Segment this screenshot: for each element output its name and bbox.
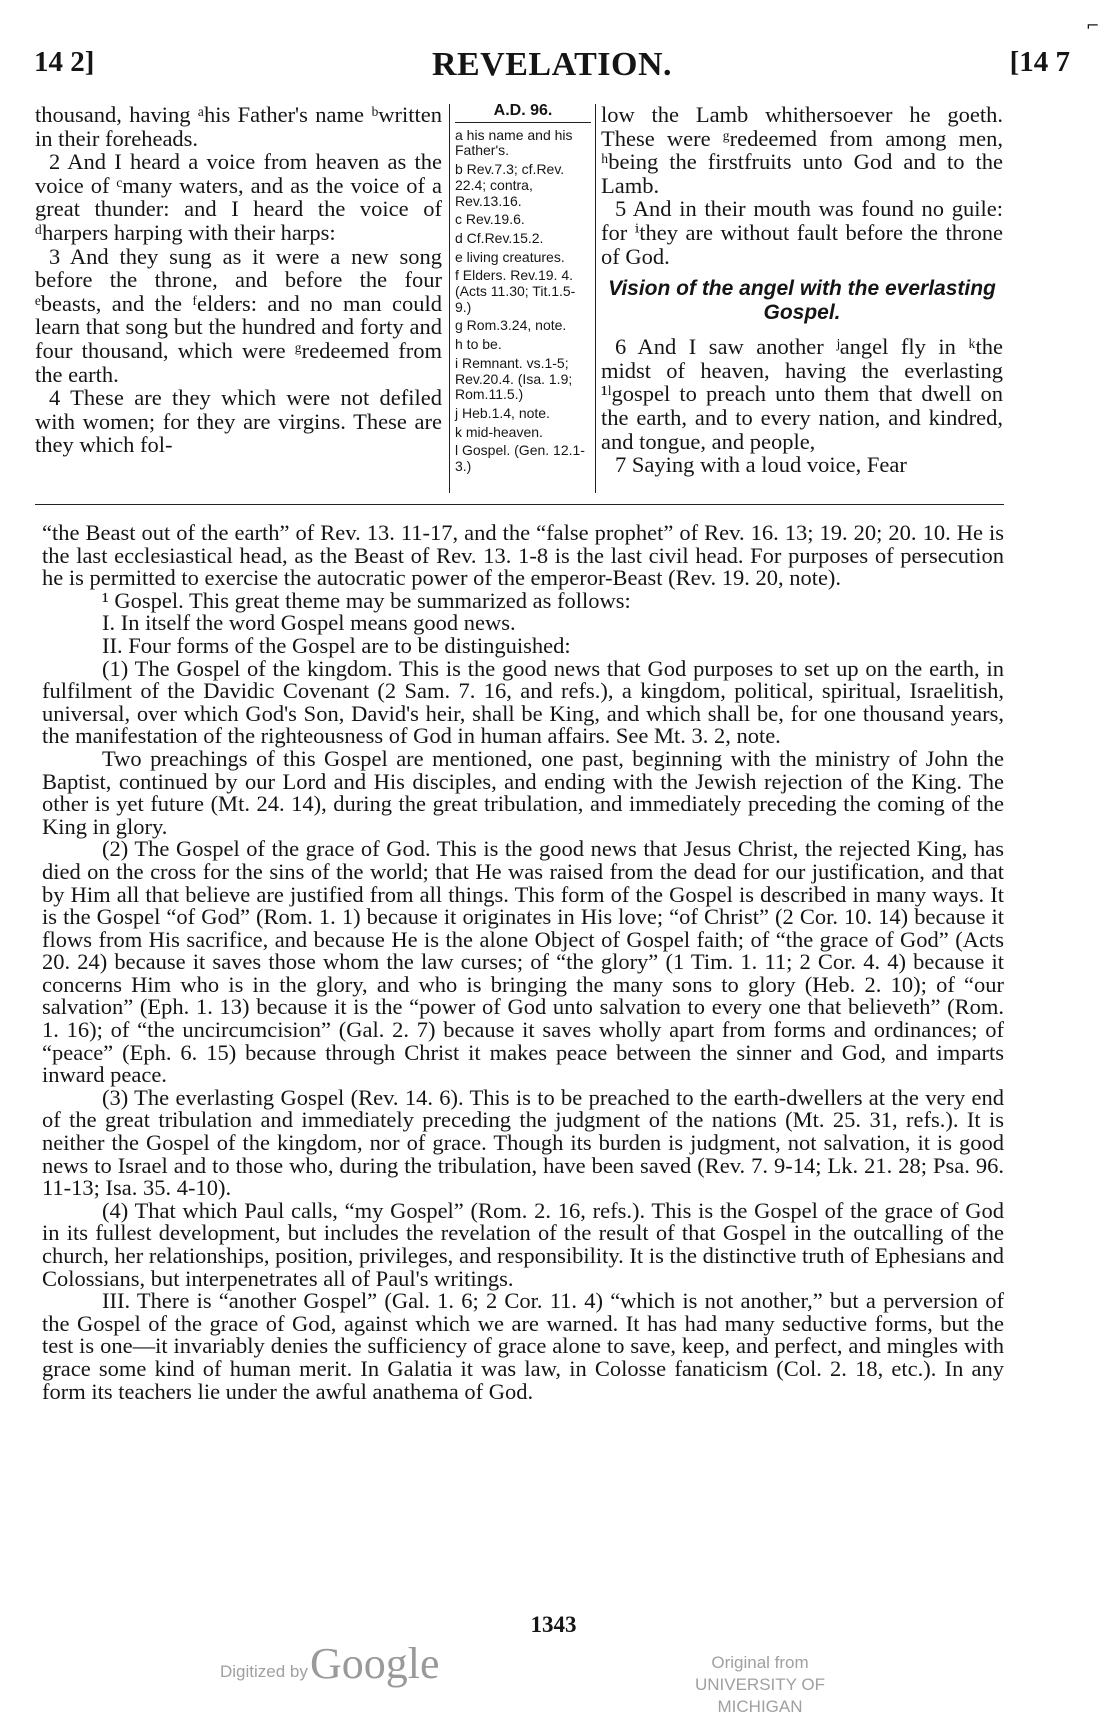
margin-ref: a his name and his Father's. <box>455 126 573 159</box>
watermark-original-from: Original from <box>711 1653 809 1672</box>
margin-date: A.D. 96. <box>455 103 591 123</box>
footnote-block <box>42 522 1004 1403</box>
margin-references <box>455 103 591 478</box>
footnote-paragraph: (1) The Gospel of the kingdom. This is the good news that God purposes to set up on the earth, in fulfilment of the Davidic Covenant (2 Sam. 7. 16, and refs.), a kingdom, political, spiritual, Israelitish, universal, over which God's Son, David's heir, shall be King, and which shall be, for one thousand years, the manifestation of the righteousness of God in human affairs. See Mt. 3. 2, note. <box>42 655 1004 749</box>
right-scripture-column <box>601 103 1003 477</box>
section-heading: Vision of the angel with the everlasting Gospel. <box>608 277 996 325</box>
footnote-paragraph: “the Beast out of the earth” of Rev. 13. 11-17, and the “false prophet” of Rev. 16. 13; 19. 20; 20. 10. He is the last ecclesiastical head, as the Beast of Rev. 13. 1-8 is the last civil head. For purposes of persecution he is permitted to exercise the autocratic power of the emperor-Beast (Rev. 19. 20, note). <box>42 520 1004 591</box>
verse-4-continued: low the Lamb whithersoever he goeth. These were ᵍredeemed from among men, ʰbeing the firstfruits unto God and to the Lamb. <box>601 102 1003 198</box>
margin-ref: i Remnant. vs.1-5; Rev.20.4. (Isa. 1.9; Rom.11.5.) <box>455 354 573 403</box>
verse-6: 6 And I saw another ʲangel fly in ᵏthe midst of heaven, having the everlasting ¹ˡgospel to preach unto them that dwell on the earth, and to every nation, and kindred, and tongue, and people, <box>601 334 1003 454</box>
watermark-digitized: Digitized by <box>220 1662 308 1681</box>
book-title: REVELATION. <box>431 46 673 83</box>
margin-ref: b Rev.7.3; cf.Rev. 22.4; contra, Rev.13.16. <box>455 161 565 209</box>
margin-ref: d Cf.Rev.15.2. <box>455 229 544 246</box>
footnote-paragraph: (3) The everlasting Gospel (Rev. 14. 6). This is to be preached to the earth-dwellers at the very end of the great tribulation and immediately preceding the judgment of the nations (Mt. 25. 31, refs.). It is neither the Gospel of the kingdom, nor of grace. Though its burden is judgment, not salvation, it is good news to Israel and to those who, during the tribulation, have been saved (Rev. 7. 9-14; Lk. 21. 28; Psa. 96. 11-13; Isa. 35. 4-10). <box>42 1084 1004 1201</box>
column-rule-left <box>449 104 450 493</box>
margin-ref: k mid-heaven. <box>455 423 543 440</box>
footnote-paragraph: II. Four forms of the Gospel are to be distinguished: <box>102 632 571 658</box>
margin-ref: l Gospel. (Gen. 12.1-3.) <box>455 442 585 475</box>
verse-3: 3 And they sung as it were a new song before the throne, and before the four ᵉbeasts, and the ᶠelders: and no man could learn that song but the hundred and forty and four thousand, which were ᵍredeemed from the earth. <box>35 243 442 387</box>
verse-4: 4 These are they which were not defiled with women; for they are virgins. These are they which fol- <box>35 385 442 458</box>
left-scripture-column <box>35 103 442 457</box>
footnote-paragraph: ¹ Gospel. This great theme may be summarized as follows: <box>102 587 631 613</box>
footnote-divider <box>35 504 1004 505</box>
chapter-verse-end: [14 7 <box>1009 46 1070 78</box>
footnote-paragraph: Two preachings of this Gospel are mentioned, one past, beginning with the ministry of John the Baptist, continued by our Lord and His disciples, and ending with the Jewish rejection of the King. The other is yet future (Mt. 24. 14), during the great tribulation, and immediately preceding the coming of the King in glory. <box>42 745 1004 839</box>
column-rule-right <box>595 104 596 493</box>
margin-ref: j Heb.1.4, note. <box>455 404 550 421</box>
running-header <box>34 46 1070 90</box>
margin-ref: f Elders. Rev.19. 4. (Acts 11.30; Tit.1.5-9.) <box>455 267 576 315</box>
margin-ref: c Rev.19.6. <box>455 211 525 228</box>
watermark-google-logo: Google <box>310 1639 440 1688</box>
watermark-university: UNIVERSITY OF MICHIGAN <box>694 1675 826 1716</box>
chapter-verse-start: 14 2] <box>34 46 95 78</box>
page-number: 1343 <box>530 1612 577 1637</box>
verse-2: 2 And I heard a voice from heaven as the voice of ᶜmany waters, and as the voice of a great thunder: and I heard the voice of ᵈharpers harping with their harps: <box>35 149 442 245</box>
watermark-library <box>660 1652 860 1718</box>
footnote-paragraph: (4) That which Paul calls, “my Gospel” (Rom. 2. 16, refs.). This is the Gospel of the grace of God in its fullest development, but includes the revelation of the result of that Gospel in the outcalling of the church, her relationships, position, privileges, and responsibility. It is the distinctive truth of Ephesians and Colossians, but interpenetrates all of Paul's writings. <box>42 1197 1004 1291</box>
margin-ref: h to be. <box>455 336 502 353</box>
verse-5: 5 And in their mouth was found no guile: for ⁱthey are without fault before the throne of God. <box>601 196 1003 269</box>
corner-mark: ⌐ <box>1086 16 1100 35</box>
footnote-paragraph: (2) The Gospel of the grace of God. This is the good news that Jesus Christ, the rejected King, has died on the cross for the sins of the world; that He was raised from the dead for our justification, and that by Him all that believe are justified from all things. This form of the Gospel is described in many ways. It is the Gospel “of God” (Rom. 1. 1) because it originates in His love; “of Christ” (2 Cor. 10. 14) because it flows from His sacrifice, and because He is the alone Object of Gospel faith; of “the grace of God” (Acts 20. 24) because it saves those whom the law curses; of “the glory” (1 Tim. 1. 11; 2 Cor. 4. 4) because it concerns Him who is in the glory, and who is bringing the many sons to glory (Heb. 2. 10); of “our salvation” (Eph. 1. 13) because it is the “power of God unto salvation to every one that believeth” (Rom. 1. 16); of “the uncircumcision” (Gal. 2. 7) because it saves wholly apart from forms and ordinances; of “peace” (Eph. 6. 15) because through Christ it makes peace between the sinner and God, and imparts inward peace. <box>42 836 1004 1088</box>
verse-7: 7 Saying with a loud voice, Fear <box>615 452 907 478</box>
margin-ref: e living creatures. <box>455 248 565 265</box>
verse-text: thousand, having ᵃhis Father's name ᵇwritten in their foreheads. <box>35 102 442 151</box>
margin-ref: g Rom.3.24, note. <box>455 317 567 334</box>
footnote-paragraph: III. There is “another Gospel” (Gal. 1. 6; 2 Cor. 11. 4) “which is not another,” but a perversion of the Gospel of the grace of God, against which we are warned. It has had many seductive forms, but the test is one—it invariably denies the sufficiency of grace alone to save, keep, and perfect, and mingles with grace some kind of human merit. In Galatia it was law, in Colosse fanaticism (Col. 2. 18, etc.). In any form its teachers lie under the awful anathema of God. <box>42 1288 1004 1404</box>
footnote-paragraph: I. In itself the word Gospel means good news. <box>102 610 516 636</box>
